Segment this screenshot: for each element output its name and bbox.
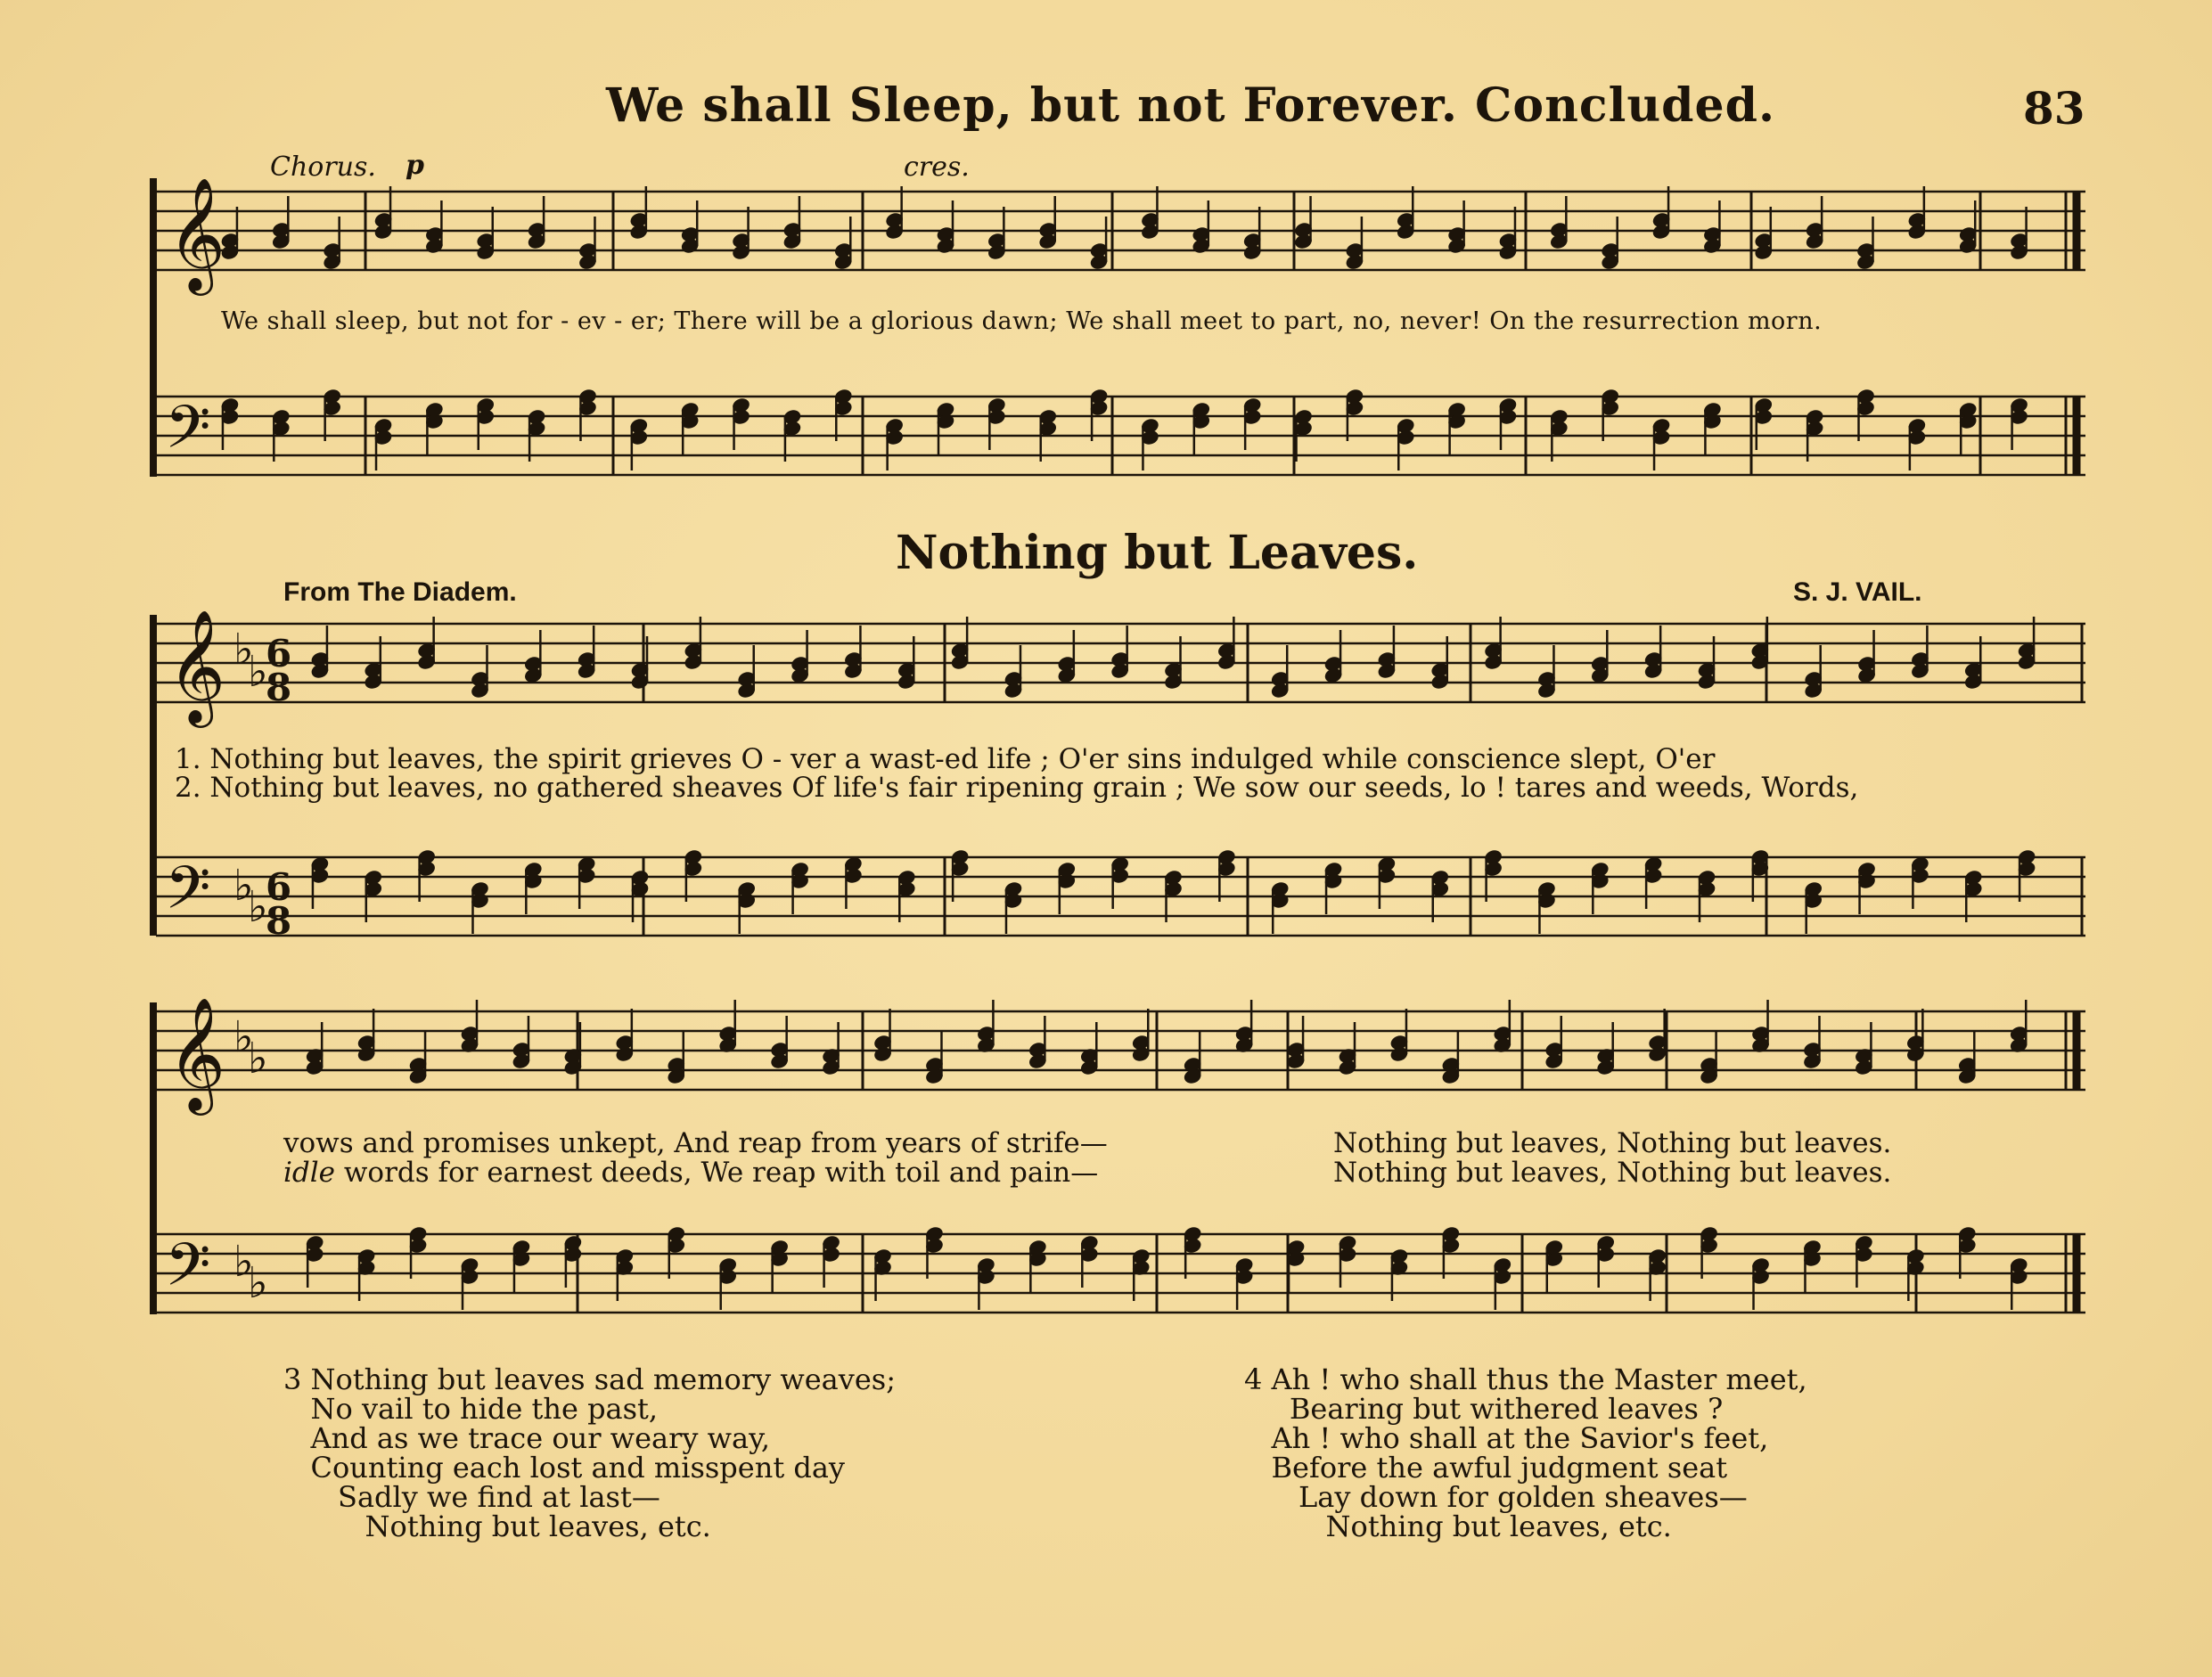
composer-name: S. J. VAIL. (1793, 577, 1922, 607)
dynamic-piano: p (406, 150, 424, 181)
time-sig-top: 6 (266, 865, 292, 909)
notes (220, 186, 2036, 1310)
system3-lyric-verse2a-rest: words for earnest deeds, We reap with toil and pain— (335, 1157, 1099, 1189)
dynamic-crescendo: cres. (904, 151, 970, 183)
flat-sign: ♭ (233, 861, 254, 911)
flat-sign: ♭ (233, 1237, 254, 1287)
flat-sign: ♭ (233, 625, 254, 675)
verse-4: 4 Ah ! who shall thus the Master meet, Bearing but withered leaves ? Ah ! who shall at the Savior's feet, Before the awful judgment seat Lay down for golden sheaves— Nothing but leaves, etc. (1244, 1362, 1807, 1543)
system3-lyric-verse1a: vows and promises unkept, And reap from years of strife— (283, 1127, 1108, 1159)
flat-sign: ♭ (248, 647, 268, 697)
flat-sign: ♭ (248, 1258, 268, 1308)
system3-lyric-verse2b: Nothing but leaves, Nothing but leaves. (1333, 1157, 1892, 1189)
bass-clef: 𝄢 (165, 854, 211, 937)
song2-title: Nothing but Leaves. (896, 526, 1419, 580)
time-sig-top: 6 (266, 632, 292, 675)
system2-lyric-verse2: 2. Nothing but leaves, no gathered sheaves Of life's fair ripening grain ; We sow our seeds, lo ! tares and weeds, Words, (175, 772, 1859, 804)
flat-sign: ♭ (248, 882, 268, 932)
bass-clef: 𝄢 (165, 1231, 211, 1313)
treble-clef: 𝄞 (168, 609, 226, 723)
bar-lines (153, 178, 2082, 1314)
italic-word: idle (283, 1157, 336, 1189)
staff-lines (156, 192, 2085, 1313)
system2-lyric-verse1: 1. Nothing but leaves, the spirit grieves O - ver a wast-ed life ; O'er sins indulged while conscience slept, O'er (175, 743, 1716, 775)
flat-sign: ♭ (248, 1034, 268, 1084)
time-sig-bottom: 8 (266, 899, 292, 943)
chorus-label: Chorus. (270, 151, 376, 183)
page-number: 83 (2023, 82, 2085, 135)
system1-lyric: We shall sleep, but not for - ev - er; There will be a glorious dawn; We shall meet to part, no, never! On the resurrection morn. (221, 307, 1823, 335)
bass-clef: 𝄢 (165, 393, 211, 476)
song1-title: We shall Sleep, but not Forever. Concluded. (606, 78, 1776, 133)
clefs-and-signatures (165, 176, 291, 1313)
flat-sign: ♭ (233, 1012, 254, 1062)
treble-clef: 𝄞 (168, 996, 226, 1110)
verse-3: 3 Nothing but leaves sad memory weaves; No vail to hide the past, And as we trace our weary way, Counting each lost and misspent day Sadly we find at last— Nothing but leaves, etc. (283, 1362, 896, 1543)
song-source: From The Diadem. (283, 577, 517, 607)
time-sig-bottom: 8 (266, 666, 292, 709)
treble-clef: 𝄞 (168, 176, 226, 290)
system3-lyric-verse1b: Nothing but leaves, Nothing but leaves. (1333, 1127, 1892, 1159)
